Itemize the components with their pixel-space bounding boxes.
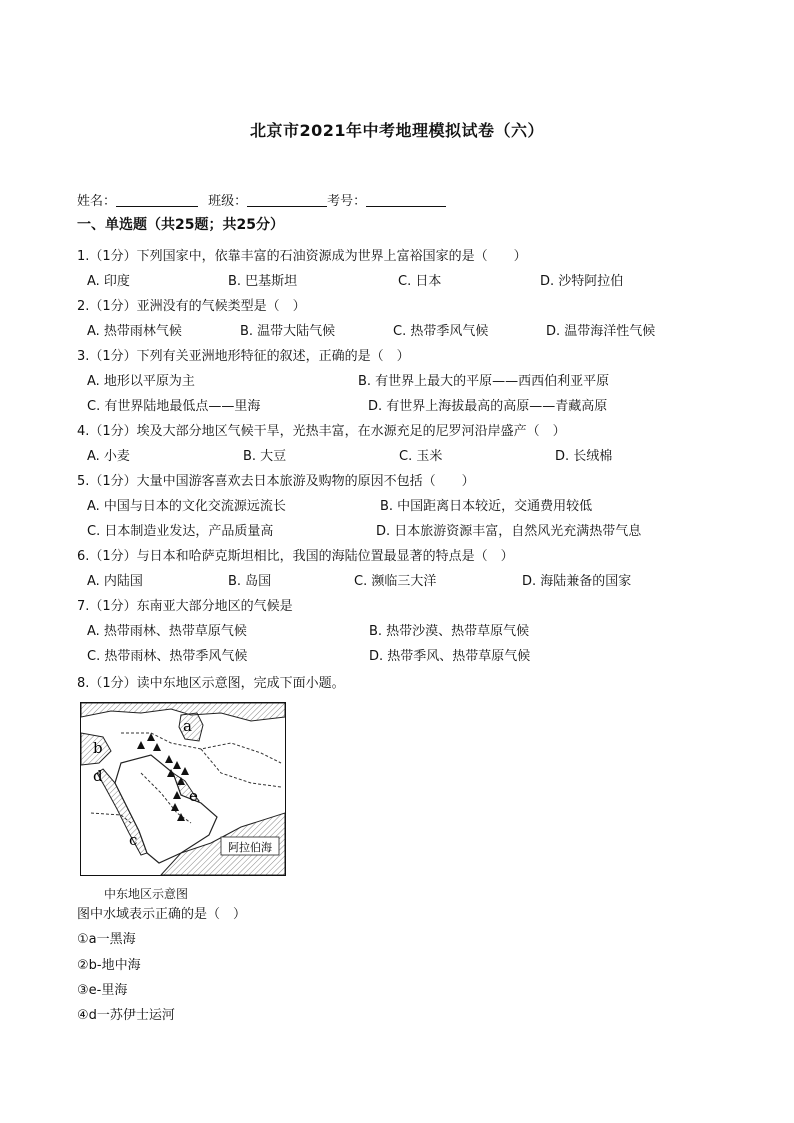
option-d: D. 海陆兼备的国家 xyxy=(522,574,632,589)
class-blank[interactable] xyxy=(247,192,327,207)
option-a: A. 热带雨林、热带草原气候 xyxy=(87,624,247,639)
sub-question-stem: 图中水域表示正确的是（ ） xyxy=(77,907,247,922)
name-blank[interactable] xyxy=(116,192,198,207)
class-label: 班级： xyxy=(208,194,248,209)
option-c: C. 濒临三大洋 xyxy=(354,574,437,589)
map-label-a: a xyxy=(183,717,192,735)
option-d: D. 热带季风、热带草原气候 xyxy=(369,649,531,664)
map-label-e: e xyxy=(189,787,198,805)
question-stem: 1.（1分）下列国家中，依靠丰富的石油资源成为世界上富裕国家的是（ ） xyxy=(77,249,527,264)
question-stem: 4.（1分）埃及大部分地区气候干旱，光热丰富，在水源充足的尼罗河沿岸盛产（ ） xyxy=(77,424,566,439)
question-stem: 8.（1分）读中东地区示意图，完成下面小题。 xyxy=(77,676,345,691)
option-d: D. 有世界上海拔最高的高原——青藏高原 xyxy=(368,399,608,414)
map-caption: 中东地区示意图 xyxy=(104,887,189,901)
section-heading: 一、单选题（共25题；共25分） xyxy=(77,217,284,233)
question-stem: 5.（1分）大量中国游客喜欢去日本旅游及购物的原因不包括（ ） xyxy=(77,474,475,489)
option-d: D. 温带海洋性气候 xyxy=(546,324,656,339)
map-drawing xyxy=(81,703,285,875)
option-b: B. 大豆 xyxy=(243,449,287,464)
option-a: A. 印度 xyxy=(87,274,130,289)
exam-no-label: 考号： xyxy=(327,194,367,209)
choice-2: ②b-地中海 xyxy=(77,958,141,973)
choice-4: ④d一苏伊士运河 xyxy=(77,1008,175,1023)
option-d: D. 长绒棉 xyxy=(555,449,613,464)
question-stem: 2.（1分）亚洲没有的气候类型是（ ） xyxy=(77,299,306,314)
exam-no-blank[interactable] xyxy=(366,192,446,207)
question-stem: 7.（1分）东南亚大部分地区的气候是 xyxy=(77,599,293,614)
option-c: C. 热带季风气候 xyxy=(393,324,489,339)
option-b: B. 有世界上最大的平原——西西伯利亚平原 xyxy=(358,374,610,389)
student-info-line xyxy=(77,192,446,211)
option-c: C. 玉米 xyxy=(399,449,443,464)
question-stem: 3.（1分）下列有关亚洲地形特征的叙述，正确的是（ ） xyxy=(77,349,410,364)
option-a: A. 小麦 xyxy=(87,449,130,464)
choice-1: ①a一黑海 xyxy=(77,932,136,947)
option-a: A. 地形以平原为主 xyxy=(87,374,195,389)
map-label-d: d xyxy=(93,767,103,785)
option-c: C. 热带雨林、热带季风气候 xyxy=(87,649,248,664)
option-b: B. 温带大陆气候 xyxy=(240,324,336,339)
option-b: B. 热带沙漠、热带草原气候 xyxy=(369,624,530,639)
option-a: A. 热带雨林气候 xyxy=(87,324,182,339)
map-label-c: c xyxy=(129,831,138,849)
option-c: C. 日本 xyxy=(398,274,442,289)
middle-east-map xyxy=(80,702,286,876)
page-title: 北京市2021年中考地理模拟试卷（六） xyxy=(249,121,545,140)
option-c: C. 有世界陆地最低点——里海 xyxy=(87,399,261,414)
name-label: 姓名： xyxy=(77,194,117,209)
map-label-b: b xyxy=(93,739,103,757)
option-a: A. 内陆国 xyxy=(87,574,143,589)
map-sea-label: 阿拉伯海 xyxy=(228,841,272,854)
option-b: B. 巴基斯坦 xyxy=(228,274,298,289)
option-d: D. 沙特阿拉伯 xyxy=(540,274,624,289)
choice-3: ③e-里海 xyxy=(77,983,128,998)
question-stem: 6.（1分）与日本和哈萨克斯坦相比，我国的海陆位置最显著的特点是（ ） xyxy=(77,549,514,564)
option-d: D. 日本旅游资源丰富，自然风光充满热带气息 xyxy=(376,524,642,539)
option-b: B. 中国距离日本较近，交通费用较低 xyxy=(380,499,593,514)
option-a: A. 中国与日本的文化交流源远流长 xyxy=(87,499,286,514)
option-b: B. 岛国 xyxy=(228,574,272,589)
option-c: C. 日本制造业发达，产品质量高 xyxy=(87,524,274,539)
